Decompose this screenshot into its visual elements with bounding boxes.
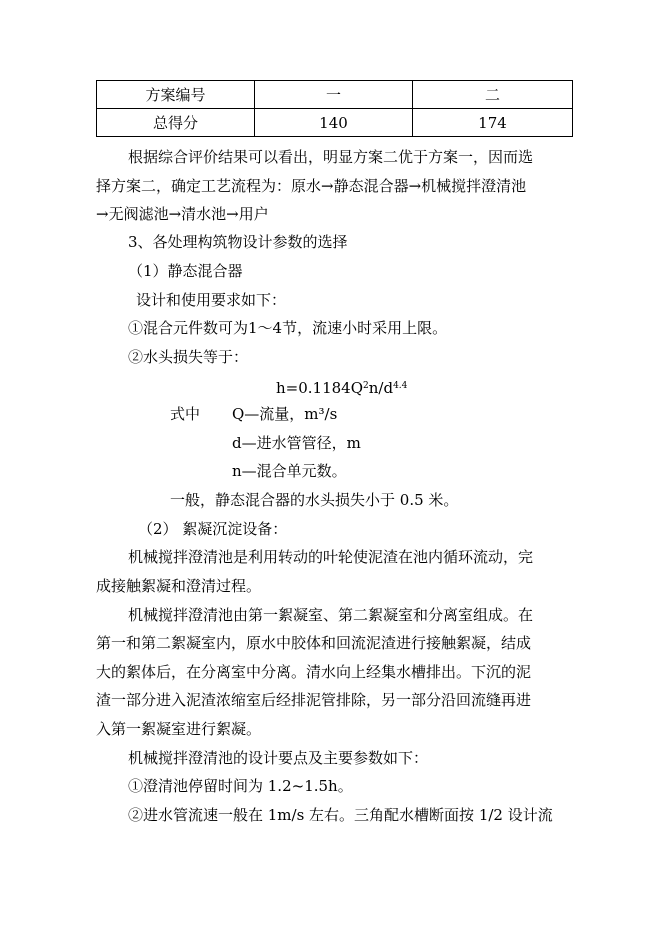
table-cell: 140 xyxy=(255,109,413,137)
table-cell: 174 xyxy=(413,109,573,137)
list-item: ②水头损失等于： xyxy=(128,348,249,366)
table-cell: 二 xyxy=(413,81,573,109)
formula-exponent: 4.4 xyxy=(393,381,408,391)
variable-definition: Q—流量，m³/s xyxy=(232,405,338,423)
table-cell: 总得分 xyxy=(97,109,255,137)
subsection-heading: （1）静态混合器 xyxy=(128,262,243,280)
subsection-heading: （2） 絮凝沉淀设备： xyxy=(138,520,288,538)
table-row xyxy=(97,109,573,137)
score-table xyxy=(96,80,573,137)
paragraph-line: 机械搅拌澄清池的设计要点及主要参数如下： xyxy=(128,749,429,767)
paragraph-line: 大的絮体后，在分离室中分离。清水向上经集水槽排出。下沉的泥 xyxy=(96,663,532,681)
list-item: ①澄清池停留时间为 1.2~1.5h。 xyxy=(128,777,353,795)
variable-definition: d—进水管管径，m xyxy=(232,434,361,452)
section-heading: 3、各处理构筑物设计参数的选择 xyxy=(128,233,348,251)
paragraph-line: 第一和第二絮凝室内，原水中胶体和回流泥渣进行接触絮凝，结成 xyxy=(96,634,532,652)
paragraph-line: →无阀滤池→清水池→用户 xyxy=(96,205,269,223)
variable-definition: n—混合单元数。 xyxy=(232,462,347,480)
formula-mid: n/d xyxy=(368,379,394,397)
paragraph-line: 入第一絮凝室进行絮凝。 xyxy=(96,720,262,738)
formula-base: h=0.1184Q xyxy=(276,379,364,397)
paragraph-line: 根据综合评价结果可以看出，明显方案二优于方案一，因而选 xyxy=(128,148,534,166)
paragraph-line: 机械搅拌澄清池由第一絮凝室、第二絮凝室和分离室组成。在 xyxy=(128,606,534,624)
requirement-intro: 设计和使用要求如下： xyxy=(136,291,287,309)
formula-exponent: 2 xyxy=(363,381,369,391)
paragraph-line: 成接触絮凝和澄清过程。 xyxy=(96,577,262,595)
paragraph-line: 一般，静态混合器的水头损失小于 0.5 米。 xyxy=(170,491,459,509)
table-cell: 方案编号 xyxy=(97,81,255,109)
list-item: ②进水管流速一般在 1m/s 左右。三角配水槽断面按 1/2 设计流 xyxy=(128,806,553,824)
table-cell: 一 xyxy=(255,81,413,109)
paragraph-line: 机械搅拌澄清池是利用转动的叶轮使泥渣在池内循环流动，完 xyxy=(128,548,534,566)
list-item: ①混合元件数可为1～4节，流速小时采用上限。 xyxy=(128,319,448,337)
paragraph-line: 渣一部分进入泥渣浓缩室后经排泥管排除，另一部分沿回流缝再进 xyxy=(96,691,532,709)
formula xyxy=(276,376,407,398)
where-label: 式中 xyxy=(170,405,201,423)
table-header-row xyxy=(97,81,573,109)
paragraph-line: 择方案二，确定工艺流程为：原水→静态混合器→机械搅拌澄清池 xyxy=(96,177,527,195)
